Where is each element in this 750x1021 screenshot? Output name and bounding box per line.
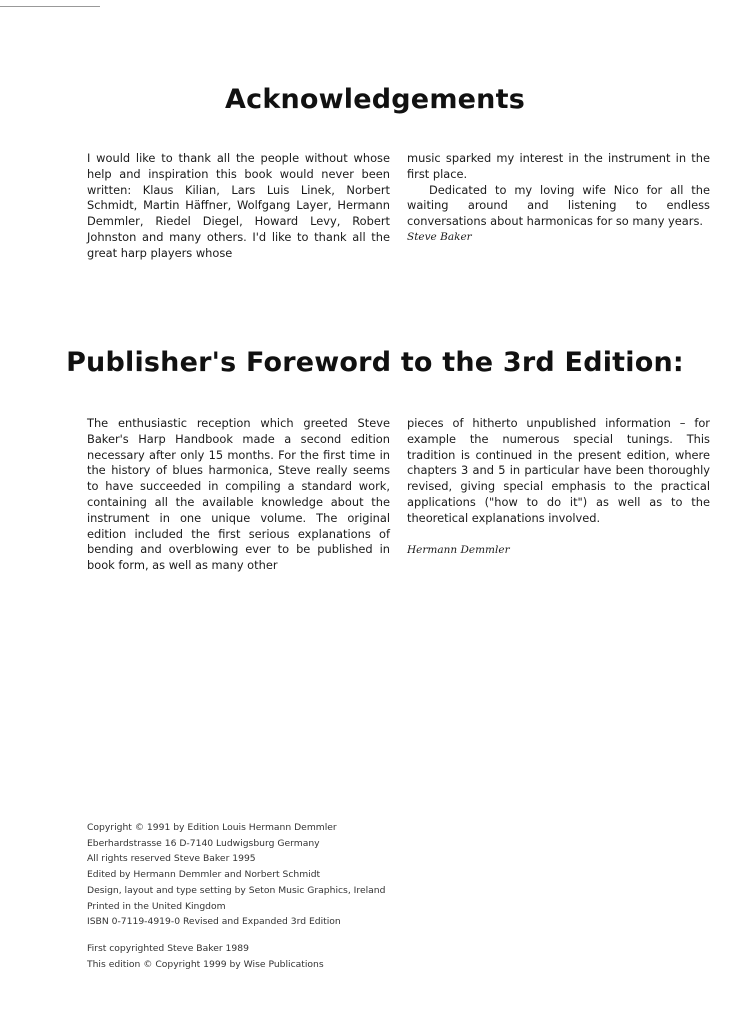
acknowledgements-right-column	[407, 151, 710, 246]
credits-spacer	[87, 930, 507, 941]
credit-line: All rights reserved Steve Baker 1995	[87, 853, 256, 865]
credit-line: Copyright © 1991 by Edition Louis Hermann Demmler	[87, 822, 337, 833]
foreword-signature: Hermann Demmler	[407, 543, 510, 556]
credit-line: ISBN 0-7119-4919-0 Revised and Expanded 3rd Edition	[87, 916, 341, 928]
foreword-title: Publisher's Foreword to the 3rd Edition:	[66, 347, 684, 378]
credit-line: First copyrighted Steve Baker 1989	[87, 942, 249, 954]
credit-line: Eberhardstrasse 16 D-7140 Ludwigsburg Germany	[87, 837, 320, 849]
credit-line: Edited by Hermann Demmler and Norbert Schmidt	[87, 869, 321, 881]
foreword-paragraph: The enthusiastic reception which greeted Steve Baker's Harp Handbook made a second edition necessary after only 15 months. For the first time in the history of blues harmonica, Steve really seems to have succeeded in compiling a standard work, containing all the available knowledge about the instrument in one unique volume. The original edition included the first serious explanations of bending and overblowing ever to be published in book form, as well as many other	[87, 416, 390, 573]
foreword-right-column	[407, 416, 710, 558]
acknowledgements-paragraph-continued: music sparked my interest in the instrument in the first place.	[407, 151, 710, 181]
dedication-paragraph: Dedicated to my loving wife Nico for all the waiting around and listening to endless conversations about harmonicas for so many years.	[407, 182, 710, 229]
credit-line: Design, layout and type setting by Seton Music Graphics, Ireland	[87, 884, 386, 896]
foreword-left-column	[87, 416, 390, 574]
acknowledgements-paragraph: I would like to thank all the people without whose help and inspiration this book would never been written: Klaus Kilian, Lars Luis Linek, Norbert Schmidt, Martin Häffner, Wolfgang Layer, Hermann Demmler, Riedel Diegel, Howard Levy, Robert Johnston and many others. I'd like to thank all the great harp players whose	[87, 151, 390, 260]
foreword-paragraph-continued: pieces of hitherto unpublished information – for example the numerous special tunings. This tradition is continued in the present edition, where chapters 3 and 5 in particular have been thoroughly revised, giving special emphasis to the practical applications ("how to do it") as well as to the theoretical explanations involved.	[407, 416, 710, 525]
top-rule	[0, 6, 100, 7]
acknowledgements-signature: Steve Baker	[407, 230, 472, 243]
acknowledgements-title: Acknowledgements	[225, 84, 525, 115]
credit-line: This edition © Copyright 1999 by Wise Publications	[87, 958, 324, 970]
credit-line: Printed in the United Kingdom	[87, 900, 226, 912]
acknowledgements-left-column	[87, 151, 390, 262]
copyright-block	[87, 820, 507, 972]
